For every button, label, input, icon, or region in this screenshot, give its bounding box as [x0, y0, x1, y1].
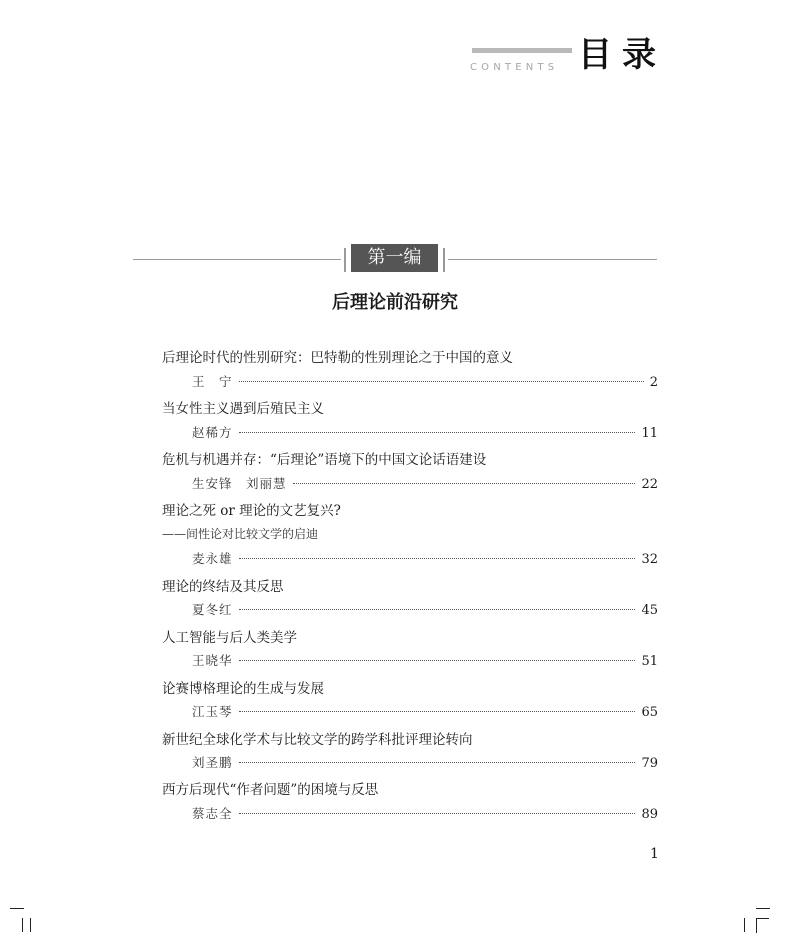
part-line-left [133, 259, 341, 260]
toc-entry-author: 王晓华 [192, 653, 233, 668]
toc-entry-author: 赵稀方 [192, 425, 233, 440]
toc-entry-title[interactable]: 西方后现代“作者问题”的困境与反思 [162, 782, 379, 798]
toc-entry-title[interactable]: 理论的终结及其反思 [162, 579, 284, 595]
toc-entry-author: 生安锋 刘丽慧 [192, 476, 287, 491]
dot-leader [239, 813, 636, 814]
toc-entry-page: 2 [649, 375, 658, 390]
toc-entry-title[interactable]: 危机与机遇并存：“后理论”语境下的中国文论话语建设 [162, 452, 487, 468]
toc-entry-row[interactable] [192, 372, 658, 390]
crop-mark-bottom-left [30, 918, 31, 932]
toc-entry-author: 麦永雄 [192, 551, 233, 566]
toc-entry-title[interactable]: 人工智能与后人类美学 [162, 630, 297, 646]
toc-entry-page: 32 [641, 552, 658, 567]
toc-entry-title[interactable]: 论赛博格理论的生成与发展 [162, 681, 324, 697]
crop-mark-bottom-right [756, 908, 770, 909]
part-label: 第一编 [351, 244, 438, 272]
toc-entry-page: 45 [641, 603, 658, 618]
dot-leader [239, 660, 636, 661]
toc-entry-title[interactable]: 后理论时代的性别研究：巴特勒的性别理论之于中国的意义 [162, 350, 513, 366]
toc-entry-row[interactable] [192, 474, 658, 492]
toc-entry-row[interactable] [192, 423, 658, 441]
toc-entry-row[interactable] [192, 702, 658, 720]
toc-entry-page: 89 [641, 807, 658, 822]
toc-entry-row[interactable] [192, 549, 658, 567]
dot-leader [239, 558, 636, 559]
header-bar [472, 48, 572, 53]
section-title: 后理论前沿研究 [332, 292, 458, 313]
toc-entry-page: 11 [641, 426, 658, 441]
dot-leader [239, 381, 644, 382]
toc-entry-title[interactable]: 当女性主义遇到后殖民主义 [162, 401, 324, 417]
part-tick-left [344, 248, 346, 272]
toc-entry-row[interactable] [192, 804, 658, 822]
crop-mark-bottom-left [10, 908, 24, 909]
dot-leader [239, 432, 636, 433]
toc-entry-row[interactable] [192, 651, 658, 669]
toc-entry-subtitle: ——间性论对比较文学的启迪 [162, 527, 319, 541]
toc-entry-row[interactable] [192, 600, 658, 618]
crop-mark-bottom-right [744, 918, 745, 932]
toc-entry-page: 79 [641, 756, 658, 771]
page-number: 1 [650, 846, 659, 862]
toc-entry-page: 51 [641, 654, 658, 669]
toc-entry-page: 65 [641, 705, 658, 720]
dot-leader [239, 762, 636, 763]
toc-entry-title[interactable]: 理论之死 or 理论的文艺复兴? [162, 503, 341, 519]
dot-leader [239, 609, 636, 610]
header-title: 目录 [578, 35, 666, 75]
crop-mark-bottom-left [22, 918, 23, 932]
toc-entry-page: 22 [641, 477, 658, 492]
header-en: CONTENTS [470, 62, 559, 73]
crop-mark-bottom-right [756, 918, 769, 933]
part-tick-right [443, 248, 445, 272]
toc-entry-author: 夏冬红 [192, 602, 233, 617]
toc-entry-author: 江玉琴 [192, 704, 233, 719]
toc-entry-author: 刘圣鹏 [192, 755, 233, 770]
toc-entry-row[interactable] [192, 753, 658, 771]
toc-entry-author: 王 宁 [192, 374, 233, 389]
part-line-right [448, 259, 657, 260]
toc-entry-title[interactable]: 新世纪全球化学术与比较文学的跨学科批评理论转向 [162, 732, 473, 748]
dot-leader [239, 711, 636, 712]
toc-entry-author: 蔡志全 [192, 806, 233, 821]
dot-leader [293, 483, 636, 484]
